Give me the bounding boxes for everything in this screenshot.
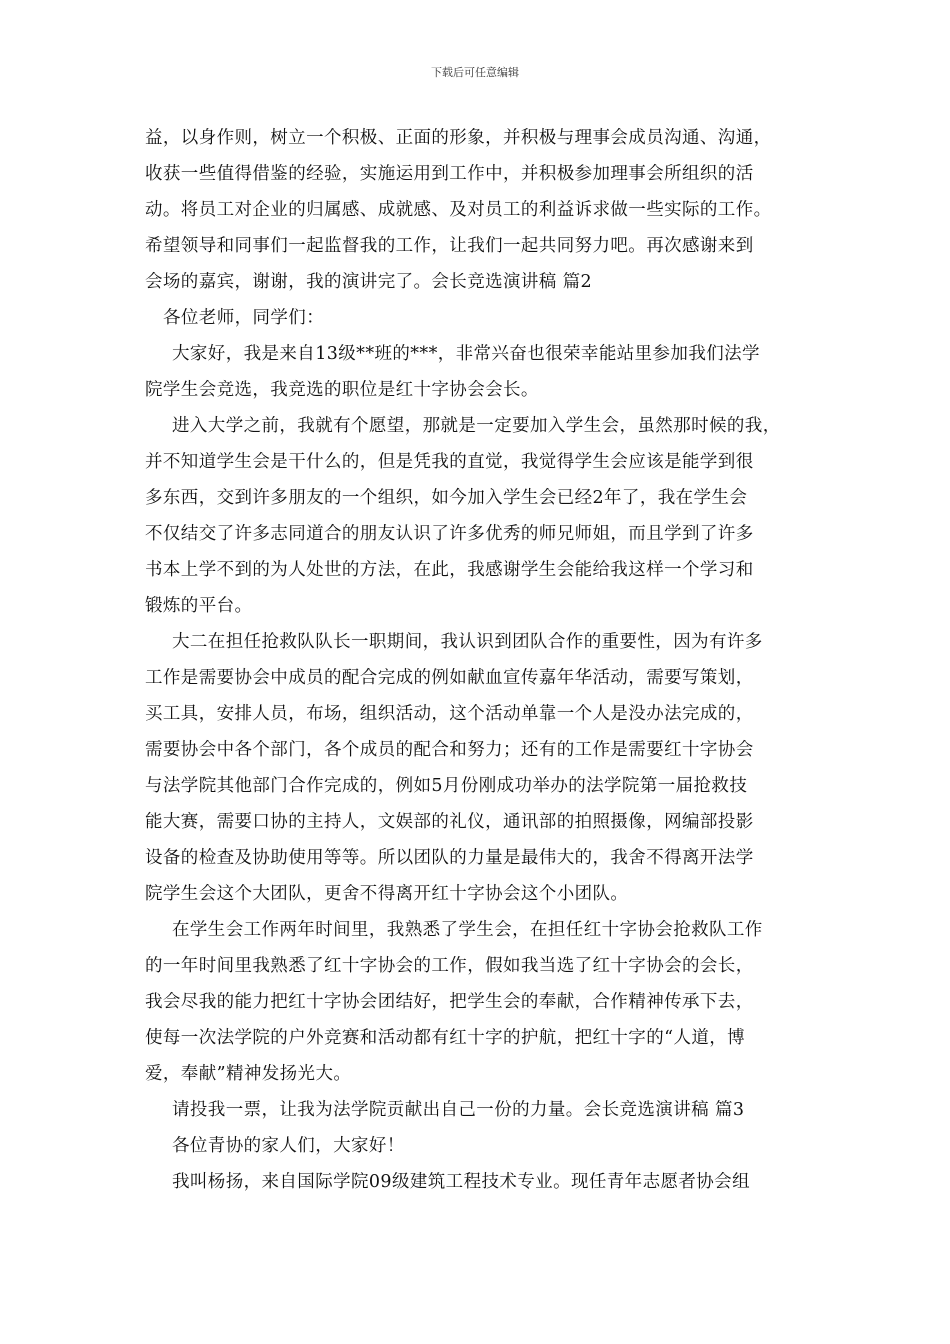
text-line: 并不知道学生会是干什么的，但是凭我的直觉，我觉得学生会应该是能学到很 (145, 452, 754, 472)
page-header-note: 下载后可任意编辑 (431, 66, 519, 79)
text-line: 书本上学不到的为人处世的方法，在此，我感谢学生会能给我这样一个学习和 (145, 560, 754, 580)
text-line: 益，以身作则，树立一个积极、正面的形象，并积极与理事会成员沟通、沟通， (145, 128, 772, 148)
text-line: 收获一些值得借鉴的经验，实施运用到工作中，并积极参加理事会所组织的活 (145, 164, 754, 184)
text-line: 我会尽我的能力把红十字协会团结好，把学生会的奉献，合作精神传承下去， (145, 992, 754, 1012)
text-line: 需要协会中各个部门，各个成员的配合和努力；还有的工作是需要红十字协会 (145, 740, 754, 760)
text-line: 的一年时间里我熟悉了红十字协会的工作，假如我当选了红十字协会的会长， (145, 956, 754, 976)
greeting-line: 各位青协的家人们，大家好！ (172, 1136, 405, 1156)
text-line: 不仅结交了许多志同道合的朋友认识了许多优秀的师兄师姐，而且学到了许多 (145, 524, 754, 544)
text-line: 进入大学之前，我就有个愿望，那就是一定要加入学生会，虽然那时候的我， (172, 416, 781, 436)
greeting-line: 各位老师，同学们： (163, 308, 325, 328)
document-body (145, 120, 810, 1200)
text-line: 院学生会竞选，我竞选的职位是红十字协会会长。 (145, 380, 539, 400)
text-line: 希望领导和同事们一起监督我的工作，让我们一起共同努力吧。再次感谢来到 (145, 236, 754, 256)
text-line: 工作是需要协会中成员的配合完成的例如献血宣传嘉年华活动，需要写策划， (145, 668, 754, 688)
text-line: 设备的检查及协助使用等等。所以团队的力量是最伟大的，我舍不得离开法学 (145, 848, 754, 868)
text-line: 大家好，我是来自13级**班的***，非常兴奋也很荣幸能站里参加我们法学 (172, 344, 760, 364)
text-line: 在学生会工作两年时间里，我熟悉了学生会，在担任红十字协会抢救队工作 (172, 920, 763, 940)
text-line: 大二在担任抢救队队长一职期间，我认识到团队合作的重要性，因为有许多 (172, 632, 763, 652)
text-line: 动。将员工对企业的归属感、成就感、及对员工的利益诉求做一些实际的工作。 (145, 200, 772, 220)
text-line: 多东西，交到许多朋友的一个组织，如今加入学生会已经2年了，我在学生会 (145, 488, 748, 508)
text-line: 使每一次法学院的户外竞赛和活动都有红十字的护航，把红十字的“人道，博 (145, 1028, 746, 1048)
text-line: 能大赛，需要口协的主持人，文娱部的礼仪，通讯部的拍照摄像，网编部投影 (145, 812, 754, 832)
text-line: 与法学院其他部门合作完成的，例如5月份刚成功举办的法学院第一届抢救技 (145, 776, 748, 796)
text-line: 院学生会这个大团队，更舍不得离开红十字协会这个小团队。 (145, 884, 629, 904)
text-line: 请投我一票，让我为法学院贡献出自己一份的力量。会长竞选演讲稿 篇3 (172, 1100, 745, 1120)
text-line: 锻炼的平台。 (145, 596, 253, 616)
text-line: 我叫杨扬，来自国际学院09级建筑工程技术专业。现任青年志愿者协会组 (172, 1172, 750, 1192)
text-line: 会场的嘉宾，谢谢，我的演讲完了。会长竞选演讲稿 篇2 (145, 272, 593, 292)
text-line: 爱，奉献”精神发扬光大。 (145, 1064, 352, 1084)
text-line: 买工具，安排人员，布场，组织活动，这个活动单靠一个人是没办法完成的， (145, 704, 754, 724)
